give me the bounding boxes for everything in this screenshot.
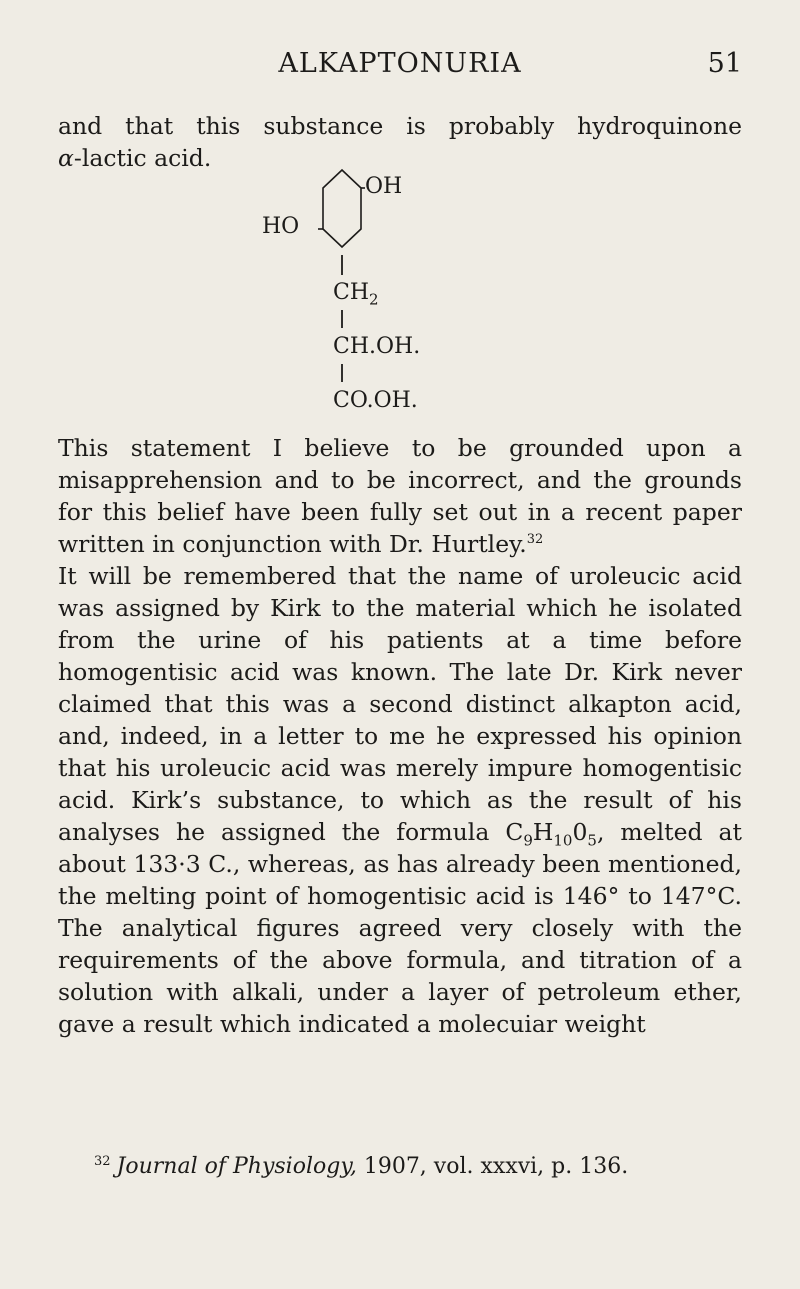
paragraph-1: [58, 432, 742, 560]
main-body: [58, 432, 742, 1040]
footnote-32: [94, 1154, 744, 1179]
running-head: ALKAPTONURIA: [278, 48, 522, 79]
intro-line-1-text: and that this substance is probably hydroquinone: [58, 112, 742, 140]
intro-line-2-text: -lactic acid.: [73, 144, 212, 172]
choh-label: CH.OH.: [333, 334, 421, 359]
formula-h: H: [532, 818, 554, 846]
page-number: 51: [707, 48, 742, 79]
footnote-details: 1907, vol. xxxvi, p. 136.: [356, 1154, 629, 1179]
ch2-label: [333, 280, 379, 309]
formula-o: 0: [572, 818, 588, 846]
ch2-text: CH: [333, 280, 370, 305]
paragraph-2-text-b: , melted at about 133·3 C., whereas, as has already been mentioned, the melting point of homogentisic acid is 146° to 147°C. The analytical figures agreed very closely with the requirements of the above formula, and titration of a solution with alkali, under a layer of petroleum ether, gave a result which indicated a molecuiar weight: [58, 818, 742, 1038]
formula-sub-h: 10: [553, 831, 573, 850]
cooh-label: CO.OH.: [333, 388, 418, 413]
footnote-number: 32: [94, 1153, 111, 1169]
formula-sub-c: 9: [523, 831, 533, 850]
paragraph-1-text: This statement I believe to be grounded upon a misapprehension and to be incorrect, and the grounds for this belief have been fully set out in a recent paper written in conjunction with Dr. Hurtley.: [58, 434, 742, 558]
structural-formula: [0, 0, 800, 413]
paragraph-2-text-a: It will be remembered that the name of uroleucic acid was assigned by Kirk to the material which he isolated from the urine of his patients at a time before homogentisic acid was known. The late Dr. Kirk never claimed that this was a second distinct alkapton acid, and, indeed, in a letter to me he expressed his opinion that his uroleucic acid was merely impure homogentisic acid. Kirk’s substance, to which as the result of his analyses he assigned the formula C: [58, 562, 742, 846]
formula-sub-o: 5: [587, 831, 597, 850]
ho-label: HO: [262, 214, 300, 239]
oh-label: OH: [365, 174, 403, 199]
ch2-subscript: 2: [369, 290, 379, 309]
paragraph-2: [58, 560, 742, 1040]
footnote-journal: Journal of Physiology,: [116, 1154, 357, 1179]
alpha-symbol: α: [58, 144, 74, 172]
benzene-ring: [323, 170, 361, 247]
footnote-ref-32: 32: [526, 532, 544, 548]
